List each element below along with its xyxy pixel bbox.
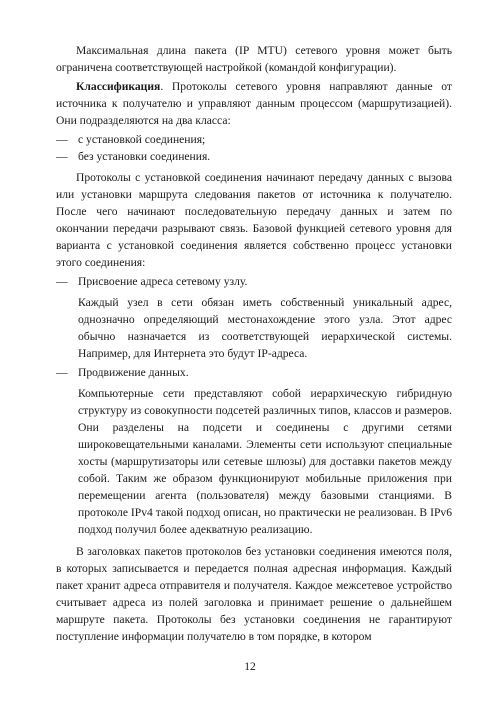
- paragraph-mtu: Максимальная длина пакета (IP MTU) сетевого уровня может быть ограничена соответствующей настройкой (командой конфигурации).: [56, 44, 452, 74]
- list-item-text: без установки соединения.: [78, 150, 211, 163]
- function-list: [56, 273, 452, 290]
- body-text: [56, 42, 452, 645]
- list-item: [56, 148, 452, 165]
- dash-marker: —: [56, 150, 68, 163]
- paragraph-connection-oriented: Протоколы с установкой соединения начинают передачу данных с вызова или установки маршрута следования пакетов от источника к получателю. После чего начинают последовательную передачу данных и затем по окончании передачи разрывают связь. Базовой функцией сетевого уровня для варианта с установкой соединения является собственно процесс установки этого соединения:: [56, 171, 452, 269]
- classification-text: . Протоколы сетевого уровня направляют данные от источника к получателю и управляют данным процессом (маршрутизацией). Они подразделяются на два класса:: [56, 80, 452, 127]
- list-item: [56, 364, 452, 381]
- dash-marker: —: [56, 366, 68, 379]
- class-list: [56, 131, 452, 165]
- item-text-forwarding: Компьютерные сети представляют собой иерархическую гибридную структуру из совокупности подсетей различных типов, классов и размеров. Они разделены на подсети и соединены с другими сетями широковещательными каналами. Элементы сети используют специальные хосты (маршрутизаторы или сетевые шлюзы) для доставки пакетов между собой. Таким же образом функционируют мобильные приложения при перемещении агента (пользователя) между базовыми станциями. В протоколе IPv4 такой подход описан, но практически не реализован. В IPv6 подход получил более адекватную реализацию.: [78, 387, 452, 536]
- paragraph-classification: [56, 78, 452, 129]
- dash-marker: —: [56, 275, 68, 288]
- paragraph-connectionless: В заголовках пакетов протоколов без установки соединения имеются поля, в которых записывается и передается полная адресная информация. Каждый пакет хранит адреса отправителя и получателя. Каждое межсетевое устройство считывает адреса из полей заголовка и принимает решение о дальнейшем маршруте пакета. Протоколы без установки соединения не гарантируют поступление информации получателю в том порядке, в котором: [56, 545, 452, 643]
- dash-marker: —: [56, 133, 68, 146]
- item-text-addressing: Каждый узел в сети обязан иметь собственный уникальный адрес, однозначно определяющий местонахождение этого узла. Этот адрес обычно назначается из соответствующей иерархической системы. Например, для Интернета это будут IP-адреса.: [78, 296, 452, 360]
- list-item: [56, 131, 452, 148]
- item-title-forwarding: Продвижение данных.: [78, 366, 189, 379]
- page-number: 12: [244, 660, 256, 673]
- classification-heading: Классификация: [76, 80, 161, 93]
- function-list-2: [56, 364, 452, 381]
- item-title-addressing: Присвоение адреса сетевому узлу.: [78, 275, 248, 288]
- list-item: [56, 273, 452, 290]
- list-item-text: с установкой соединения;: [78, 133, 206, 146]
